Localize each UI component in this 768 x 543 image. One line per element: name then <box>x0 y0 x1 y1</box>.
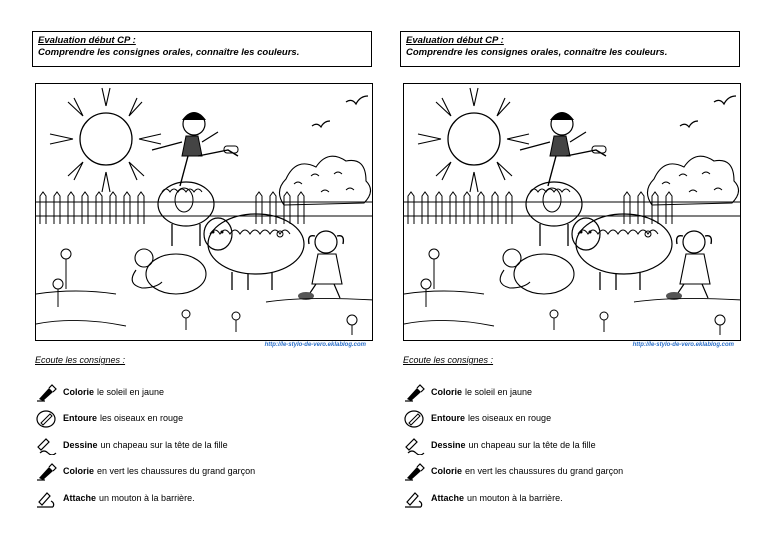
instruction-item <box>403 488 733 508</box>
worksheet-title: Evaluation début CP : <box>38 35 136 46</box>
worksheet-subtitle: Comprendre les consignes orales, connaître les couleurs. <box>406 47 668 58</box>
instruction-verb: Colorie <box>431 466 463 476</box>
instruction-item <box>35 382 365 402</box>
instruction-item <box>403 408 733 428</box>
instruction-verb: Attache <box>63 493 97 503</box>
instruction-verb: Entoure <box>431 413 466 423</box>
instruction-text: le soleil en jaune <box>465 387 533 397</box>
instruction-text: les oiseaux en rouge <box>100 413 184 423</box>
instruction-item <box>403 382 733 402</box>
instruction-text: en vert les chaussures du grand garçon <box>465 466 624 476</box>
instruction-text: un mouton à la barrière. <box>99 493 195 503</box>
instruction-item <box>35 408 365 428</box>
instruction-item <box>403 461 733 481</box>
draw-pencil-icon <box>35 435 57 455</box>
instruction-text: un mouton à la barrière. <box>467 493 563 503</box>
coloring-picture <box>35 83 373 341</box>
circle-pencil-icon <box>35 408 57 428</box>
link-pencil-icon <box>403 488 425 508</box>
instruction-verb: Colorie <box>63 466 95 476</box>
instruction-verb: Attache <box>431 493 465 503</box>
title-box <box>400 31 740 67</box>
instruction-text: en vert les chaussures du grand garçon <box>97 466 256 476</box>
instruction-text: les oiseaux en rouge <box>468 413 552 423</box>
crayon-icon <box>403 461 425 481</box>
instruction-text: un chapeau sur la tête de la fille <box>468 440 596 450</box>
farm-scene-illustration <box>36 84 373 341</box>
instruction-item <box>403 435 733 455</box>
credit-link[interactable]: http://le-stylo-de-vero.eklablog.com <box>632 342 734 348</box>
instructions-heading: Ecoute les consignes : <box>35 355 126 365</box>
worksheet-title: Evaluation début CP : <box>406 35 504 46</box>
coloring-picture <box>403 83 741 341</box>
instruction-verb: Entoure <box>63 413 98 423</box>
instructions-heading: Ecoute les consignes : <box>403 355 494 365</box>
farm-scene-illustration <box>404 84 741 341</box>
worksheet-subtitle: Comprendre les consignes orales, connaître les couleurs. <box>38 47 300 58</box>
crayon-icon <box>35 382 57 402</box>
instruction-item <box>35 461 365 481</box>
instruction-item <box>35 488 365 508</box>
crayon-icon <box>35 461 57 481</box>
crayon-icon <box>403 382 425 402</box>
instruction-verb: Dessine <box>431 440 466 450</box>
instruction-text: le soleil en jaune <box>97 387 165 397</box>
instruction-verb: Dessine <box>63 440 98 450</box>
instruction-verb: Colorie <box>431 387 463 397</box>
instruction-item <box>35 435 365 455</box>
instruction-verb: Colorie <box>63 387 95 397</box>
instruction-text: un chapeau sur la tête de la fille <box>100 440 228 450</box>
draw-pencil-icon <box>403 435 425 455</box>
credit-link[interactable]: http://le-stylo-de-vero.eklablog.com <box>264 342 366 348</box>
link-pencil-icon <box>35 488 57 508</box>
circle-pencil-icon <box>403 408 425 428</box>
title-box <box>32 31 372 67</box>
